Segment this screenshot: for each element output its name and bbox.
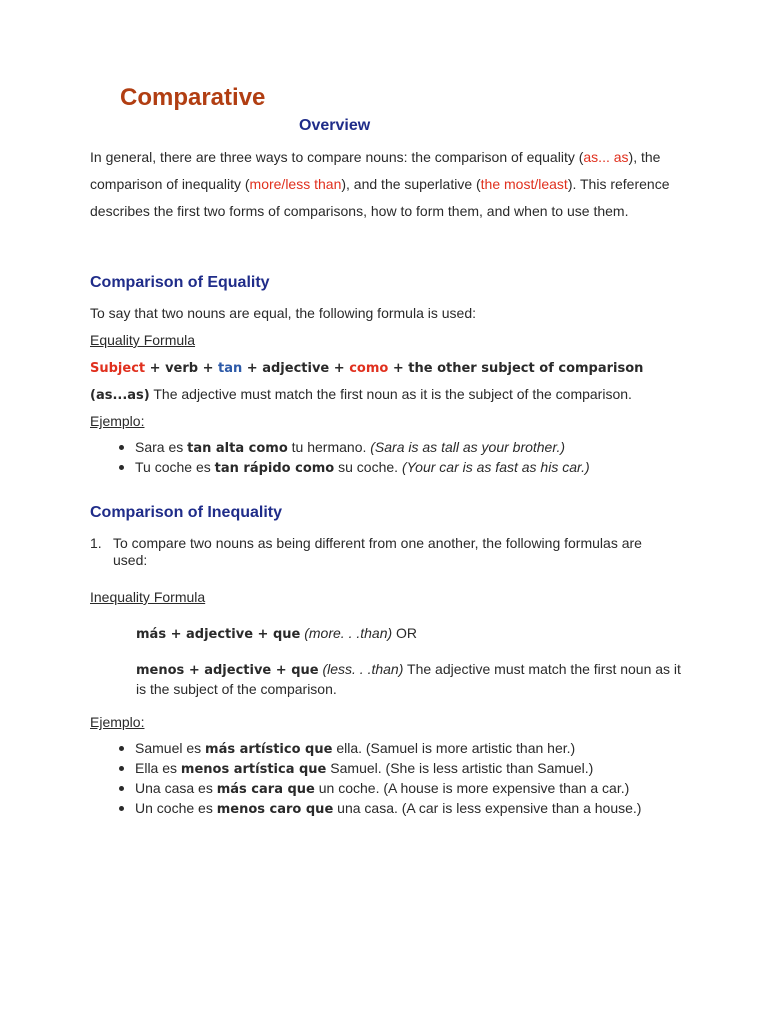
- example-text: su coche.: [334, 459, 402, 475]
- intro-highlight-as-as: as... as: [583, 149, 629, 165]
- inequality-formula-label: Inequality Formula: [90, 589, 206, 605]
- formula-mas-translation: (more. . .than): [300, 625, 393, 641]
- example-translation: (Sara is as tall as your brother.): [370, 439, 566, 455]
- formula-menos: menos + adjective + que: [136, 663, 319, 678]
- example-bold: tan alta como: [187, 441, 288, 456]
- overview-heading: Overview: [299, 117, 371, 134]
- item-number: 1.: [90, 535, 102, 551]
- example-bold: menos artística que: [180, 762, 327, 777]
- list-item: [90, 799, 641, 819]
- intro-text-2: ), the comparison of inequality (: [90, 149, 661, 192]
- inequality-numbered-item: [90, 535, 670, 569]
- formula-menos-note: The adjective must match the first noun as it is the subject of the comparison.: [136, 661, 681, 697]
- item-text: To compare two nouns as being different from one another, the following formulas are used:: [113, 535, 642, 568]
- example-text: Ella es: [135, 760, 181, 776]
- example-text: Sara es: [135, 439, 188, 455]
- equality-formula-note: [90, 386, 632, 403]
- inequality-example-list: [90, 739, 641, 819]
- equality-formula-label: Equality Formula: [90, 332, 196, 348]
- example-bold: más artístico que: [205, 742, 333, 757]
- intro-paragraph: [90, 144, 690, 225]
- equality-intro: To say that two nouns are equal, the following formula is used:: [90, 305, 476, 321]
- intro-text-3: ), and the superlative (: [341, 176, 481, 192]
- example-translation: (Your car is as fast as his car.): [401, 459, 590, 475]
- list-item: [90, 759, 641, 779]
- formula-tan: tan: [218, 361, 243, 376]
- formula-verb: + verb +: [145, 361, 219, 376]
- inequality-example-label: Ejemplo:: [90, 714, 145, 730]
- inequality-formula-less: [136, 660, 681, 698]
- formula-mas: más + adjective + que: [136, 627, 301, 642]
- list-item: [90, 438, 590, 458]
- example-text: Un coche es: [135, 800, 217, 816]
- formula-menos-translation: (less. . .than): [318, 661, 404, 677]
- page-title: Comparative: [120, 84, 266, 111]
- equality-example-label: Ejemplo:: [90, 413, 145, 429]
- equality-example-list: [90, 438, 590, 478]
- formula-note-text: The adjective must match the first noun as it is the subject of the comparison.: [149, 386, 632, 402]
- example-bold: tan rápido como: [214, 461, 335, 476]
- example-bold: menos caro que: [216, 802, 334, 817]
- formula-subject: Subject: [90, 361, 146, 376]
- list-item: [90, 779, 641, 799]
- example-text: Samuel es: [135, 740, 206, 756]
- formula-as-as: (as...as): [90, 388, 150, 403]
- formula-mas-or: OR: [392, 625, 418, 641]
- intro-text-1: In general, there are three ways to compare nouns: the comparison of equality (: [90, 149, 584, 165]
- intro-text-4: ). This reference describes the first two forms of comparisons, how to form them, and when to use them.: [90, 176, 670, 219]
- list-item: [90, 739, 641, 759]
- formula-como: como: [349, 361, 389, 376]
- example-bold: más cara que: [216, 782, 315, 797]
- formula-rest: + the other subject of comparison: [388, 361, 644, 376]
- intro-highlight-most-least: the most/least: [480, 176, 568, 192]
- example-text: Samuel. (She is less artistic than Samuel.): [326, 760, 594, 776]
- equality-formula: [90, 359, 643, 376]
- inequality-heading: Comparison of Inequality: [90, 504, 283, 521]
- intro-highlight-more-less: more/less than: [249, 176, 342, 192]
- example-text: tu hermano.: [287, 439, 371, 455]
- inequality-formula-more: [136, 624, 681, 644]
- example-text: ella. (Samuel is more artistic than her.): [332, 740, 576, 756]
- equality-heading: Comparison of Equality: [90, 274, 270, 291]
- example-text: Tu coche es: [135, 459, 215, 475]
- example-text: una casa. (A car is less expensive than a house.): [333, 800, 642, 816]
- example-text: un coche. (A house is more expensive than a car.): [314, 780, 630, 796]
- formula-adjective: + adjective +: [242, 361, 350, 376]
- list-item: [90, 458, 590, 478]
- example-text: Una casa es: [135, 780, 217, 796]
